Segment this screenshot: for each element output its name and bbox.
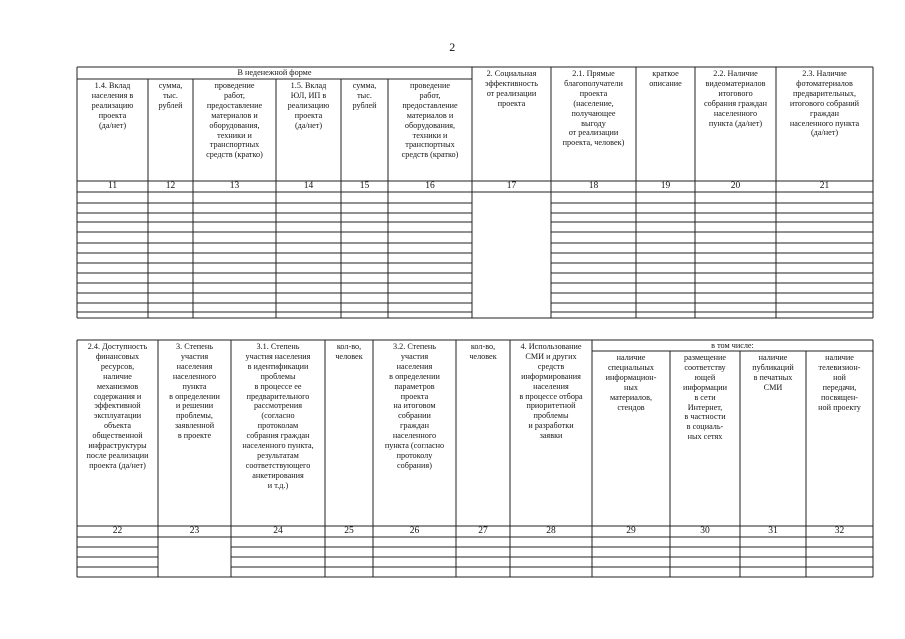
table-top-colnum: 19 <box>660 181 671 191</box>
table-top-group-header: В неденежной форме <box>237 68 312 77</box>
table-bottom-header-col32: наличие телевизион- ной передачи, посвящен- ной проекту <box>818 353 861 412</box>
table-bottom-header-col28: 4. Использование СМИ и других средств информирования населения в процессе отбора приоритетной проблемы и разработки заявки <box>519 342 583 441</box>
table-top-header-col15: сумма, тыс. рублей <box>352 81 377 110</box>
table-bottom-colnum: 30 <box>700 526 710 536</box>
table-bottom-header-col25: кол-во, человек <box>335 342 363 361</box>
table-bottom-colnum: 31 <box>768 526 778 536</box>
table-top-header-col11: 1.4. Вклад населения в реализацию проекта (да/нет) <box>91 81 134 130</box>
table-bottom-colnum: 29 <box>626 526 636 536</box>
table-bottom-colnum: 27 <box>478 526 488 536</box>
table-top-header-col14: 1.5. Вклад ЮЛ, ИП в реализацию проекта (да/нет) <box>287 81 330 130</box>
table-top-colnum: 16 <box>425 181 435 191</box>
table-bottom-header-col27: кол-во, человек <box>469 342 497 361</box>
table-top-colnum: 15 <box>359 181 370 191</box>
table-top-colnum: 18 <box>588 181 599 191</box>
table-top-colnum: 13 <box>229 181 240 191</box>
table-top-header-col21: 2.3. Наличие фотоматериалов предварительных, итогового собраний граждан населенного пункта (да/нет) <box>789 69 860 138</box>
page-number: 2 <box>449 40 456 54</box>
table-top-colnum: 11 <box>107 181 118 191</box>
table-top-colnum: 12 <box>165 181 176 191</box>
table-top-colnum: 14 <box>303 181 314 191</box>
table-top-header-col16: проведение работ, предоставление материалов и оборудования, техники и транспортных средств (кратко) <box>401 81 459 160</box>
table-top-header-col13: проведение работ, предоставление материалов и оборудования, техники и транспортных средств (кратко) <box>206 81 263 160</box>
table-bottom-header-col24: 3.1. Степень участия населения в идентификации проблемы в процессе ее предварительного рассмотрения (согласно протоколам собрания граждан населенного пункта, результатам соответствующего анкетирования и т.д.) <box>242 342 314 490</box>
table-bottom-colnum: 28 <box>546 526 556 536</box>
table-bottom-colnum: 22 <box>112 526 123 536</box>
table-bottom-header-col22: 2.4. Доступность финансовых ресурсов, наличие механизмов содержания и эффективной эксплуатации объекта общественной инфраструктуры после реализации проекта (да/нет) <box>86 342 149 470</box>
table-top-colnum: 21 <box>819 181 830 191</box>
table-bottom-header-col26: 3.2. Степень участия населения в определении параметров проекта на итоговом собрании граждан населенного пункта (согласно протоколу собрания) <box>384 342 445 470</box>
table-top-header-col12: сумма, тыс. рублей <box>158 81 183 110</box>
table-top-header-col17: 2. Социальная эффективность от реализации проекта <box>485 69 538 108</box>
table-bottom-colnum: 23 <box>189 526 200 536</box>
table-bottom-header-col30: размещение соответству ющей информации в сети Интернет, в частности в социаль- ных сетях <box>682 353 728 442</box>
table-bottom-colnum: 26 <box>409 526 420 536</box>
table-bottom-header-col31: наличие публикаций в печатных СМИ <box>752 353 794 392</box>
table-top-header-col19: краткое описание <box>649 69 682 88</box>
table-bottom-header-col29: наличие специальных информацион- ных материалов, стендов <box>605 353 657 412</box>
table-bottom-colnum: 32 <box>834 526 845 536</box>
table-top-colnum: 17 <box>506 181 517 191</box>
table-bottom-header-col23: 3. Степень участия населения населенного пункта в определении и решении проблемы, заявленной в проекте <box>169 342 220 441</box>
table-bottom-colnum: 24 <box>273 526 283 536</box>
table-top-colnum: 20 <box>730 181 741 191</box>
table-bottom-group-header: в том числе: <box>711 341 754 350</box>
table-top-header-col18: 2.1. Прямые благополучатели проекта (население, получающее выгоду от реализации проекта, человек) <box>562 69 625 148</box>
table-top-header-col20: 2.2. Наличие видеоматериалов итогового собрания граждан населенного пункта (да/нет) <box>703 69 768 128</box>
table-bottom-colnum: 25 <box>344 526 354 536</box>
